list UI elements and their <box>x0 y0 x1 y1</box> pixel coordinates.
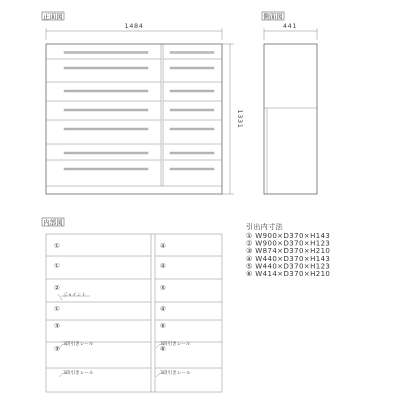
interior-outline <box>46 234 222 392</box>
left-drawer-handle <box>64 90 148 92</box>
rail-label: 3段引きレール <box>160 342 191 347</box>
interior-right-number: ④ <box>160 305 166 313</box>
interior-left-number: ③ <box>54 322 60 330</box>
spec-item: ② W900×D370×H123 <box>246 239 331 248</box>
spec-list <box>246 232 330 278</box>
left-drawer-handle <box>64 152 148 154</box>
interior-right-number: ⑥ <box>160 345 166 353</box>
front-height-dimension <box>222 44 244 194</box>
right-drawer-handle <box>170 152 214 154</box>
interior-rows <box>46 242 222 377</box>
left-drawer-handle <box>64 109 148 111</box>
right-drawer-handle <box>170 52 214 54</box>
front-drawers <box>46 52 222 171</box>
joint-callout <box>58 292 86 300</box>
cabinet-front-outline <box>46 44 222 194</box>
spec-item: ③ W874×D370×H210 <box>246 247 331 256</box>
right-drawer-handle <box>170 168 214 170</box>
interior-view-label: 内部図 <box>43 218 63 227</box>
right-drawer-handle <box>170 90 214 92</box>
right-drawer-handle <box>170 128 214 130</box>
spec-item: ① W900×D370×H143 <box>246 232 331 240</box>
left-drawer-handle <box>64 168 148 170</box>
right-drawer-handle <box>170 67 214 69</box>
front-view-label: 正面図 <box>43 12 63 21</box>
interior-left-number: ① <box>54 305 60 313</box>
interior-right-number: ⑥ <box>160 322 166 330</box>
side-depth-dimension <box>264 22 317 40</box>
interior-right-number: ④ <box>160 262 166 270</box>
left-drawer-handle <box>64 128 148 130</box>
interior-left-number: ③ <box>54 345 60 353</box>
left-drawer-handle <box>64 67 148 69</box>
front-width-value: 1484 <box>124 22 144 30</box>
rail-label: 3段引きレール <box>63 342 94 347</box>
right-drawer-handle <box>170 109 214 111</box>
interior-left-number: ① <box>54 242 60 250</box>
side-depth-value: 441 <box>282 22 298 30</box>
side-view-label: 側面図 <box>263 12 283 21</box>
spec-title: 引出内寸法 <box>246 223 283 231</box>
spec-item: ⑥ W414×D370×H210 <box>246 270 331 278</box>
rail-label: 3段引きレール <box>63 371 94 376</box>
front-width-dimension <box>46 22 222 40</box>
spec-item: ⑤ W440×D370×H123 <box>246 262 331 271</box>
rail-label: 3段引きレール <box>160 371 191 376</box>
cabinet-side-outline <box>264 44 317 194</box>
left-drawer-handle <box>64 52 148 54</box>
joint-label: ジョイント <box>63 293 86 298</box>
spec-item: ④ W440×D370×H143 <box>246 254 331 263</box>
interior-left-number: ① <box>54 262 60 270</box>
interior-left-number: ② <box>54 284 60 292</box>
interior-right-number: ⑤ <box>160 284 166 292</box>
interior-right-number: ④ <box>160 242 166 250</box>
front-height-value: 1331 <box>236 109 244 129</box>
